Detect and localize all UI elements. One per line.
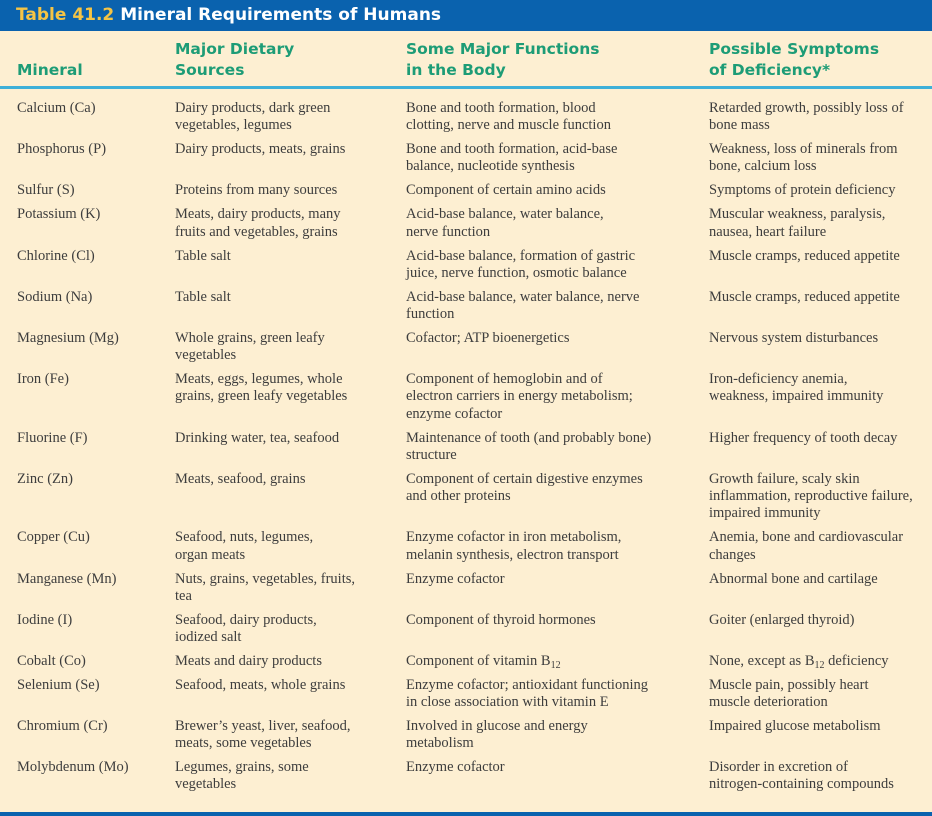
cell-mineral (17, 141, 106, 158)
cell-line: Meats, eggs, legumes, whole (175, 371, 343, 388)
cell-line: Muscle cramps, reduced appetite (709, 288, 900, 305)
cell-sources (175, 330, 325, 365)
cell-line: Seafood, nuts, legumes, (175, 529, 314, 546)
cell-line: Drinking water, tea, seafood (175, 429, 340, 446)
column-header-line: Some Major Functions (406, 40, 600, 58)
cell-line: Acid-base balance, water balance, nerve (406, 288, 640, 305)
cell-symptoms (709, 206, 885, 241)
cell-line: Proteins from many sources (175, 182, 338, 199)
cell-symptoms (709, 182, 895, 199)
cell-line: Meats, dairy products, many (175, 206, 341, 223)
cell-line: balance, nucleotide synthesis (406, 158, 575, 175)
cell-mineral (17, 206, 100, 223)
cell-mineral (17, 471, 73, 488)
cell-functions (406, 471, 643, 506)
cell-line: Component of hemoglobin and of (406, 371, 603, 388)
cell-functions (406, 182, 606, 199)
cell-mineral (17, 100, 96, 117)
column-header-sources (175, 39, 294, 81)
cell-line: bone, calcium loss (709, 158, 817, 175)
cell-line: structure (406, 446, 457, 463)
cell-line: Enzyme cofactor; antioxidant functioning (406, 676, 648, 693)
cell-line: Cofactor; ATP bioenergetics (406, 329, 570, 346)
cell-mineral (17, 371, 69, 388)
cell-line: Goiter (enlarged thyroid) (709, 611, 855, 628)
cell-line: Meats, seafood, grains (175, 470, 306, 487)
cell-mineral (17, 612, 72, 629)
cell-line: grains, green leafy vegetables (175, 388, 348, 405)
cell-sources (175, 206, 341, 241)
cell-symptoms (709, 759, 894, 794)
cell-line: Nuts, grains, vegetables, fruits, (175, 570, 356, 587)
cell-line: bone mass (709, 117, 770, 134)
cell-line: Brewer’s yeast, liver, seafood, (175, 718, 351, 734)
cell-line: Enzyme cofactor in iron metabolism, (406, 529, 622, 546)
cell-mineral (17, 248, 95, 265)
cell-functions (406, 759, 505, 776)
cell-mineral (17, 182, 75, 199)
cell-line: Dairy products, meats, grains (175, 141, 346, 158)
cell-mineral (17, 571, 116, 588)
cell-functions (406, 141, 617, 176)
cell-symptoms (709, 529, 903, 564)
cell-line: Dairy products, dark green (175, 100, 331, 116)
cell-symptoms (709, 141, 898, 176)
cell-line: Bone and tooth formation, blood (406, 100, 596, 116)
cell-line: Muscle pain, possibly heart (709, 676, 869, 693)
cell-line: function (406, 305, 455, 322)
cell-line: impaired immunity (709, 505, 821, 522)
cell-sources (175, 141, 345, 158)
cell-line: Abnormal bone and cartilage (709, 570, 878, 587)
cell-line: nitrogen-containing compounds (709, 776, 894, 793)
cell-functions (406, 100, 611, 135)
cell-line: Table salt (175, 288, 231, 305)
cell-sources (175, 248, 231, 265)
cell-mineral (17, 289, 92, 306)
cell-line: Chlorine (Cl) (17, 247, 95, 264)
cell-functions (406, 206, 604, 241)
cell-symptoms (709, 571, 878, 588)
cell-line: organ meats (175, 546, 246, 563)
cell-line: Table salt (175, 247, 231, 264)
cell-line: in close association with vitamin E (406, 694, 609, 711)
cell-sources (175, 289, 231, 306)
cell-sources (175, 100, 330, 135)
column-header-line: in the Body (406, 61, 506, 79)
cell-symptoms (709, 289, 900, 306)
cell-line: Meats and dairy products (175, 652, 322, 669)
table-number: Table 41.2 (16, 5, 115, 25)
cell-symptoms (709, 718, 881, 735)
cell-symptoms (709, 653, 889, 670)
cell-line: Component of certain digestive enzymes (406, 470, 643, 487)
cell-line: juice, nerve function, osmotic balance (406, 264, 627, 281)
cell-mineral (17, 718, 108, 735)
cell-mineral (17, 430, 87, 447)
cell-line: Enzyme cofactor (406, 570, 505, 587)
cell-line: tea (175, 587, 192, 604)
cell-line: Growth failure, scaly skin (709, 470, 860, 487)
cell-line: vegetables, legumes (175, 117, 292, 134)
cell-line: Phosphorus (P) (17, 141, 107, 158)
cell-symptoms (709, 100, 904, 135)
cell-line: Anemia, bone and cardiovascular (709, 529, 904, 546)
cell-mineral (17, 330, 119, 347)
cell-symptoms (709, 371, 883, 406)
cell-line: Iron (Fe) (17, 371, 69, 388)
cell-line: and other proteins (406, 488, 511, 505)
cell-mineral (17, 677, 100, 694)
column-header-line: Major Dietary (175, 40, 295, 58)
cell-line: enzyme cofactor (406, 405, 503, 422)
table-title-bar (0, 0, 932, 31)
cell-line: Component of certain amino acids (406, 182, 606, 199)
cell-line: meats, some vegetables (175, 735, 312, 752)
cell-line: Impaired glucose metabolism (709, 718, 881, 734)
cell-line: Chromium (Cr) (17, 718, 108, 734)
cell-line: Disorder in excretion of (709, 759, 848, 776)
cell-line: Molybdenum (Mo) (17, 759, 129, 776)
cell-line: Weakness, loss of minerals from (709, 141, 898, 158)
cell-sources (175, 371, 347, 406)
cell-line: Acid-base balance, water balance, (406, 206, 604, 223)
cell-line: Selenium (Se) (17, 676, 100, 693)
cell-line: None, except as $B_{12}$ deficiency (709, 652, 889, 671)
cell-symptoms (709, 471, 913, 523)
cell-line: clotting, nerve and muscle function (406, 117, 611, 134)
table-title: Mineral Requirements of Humans (120, 5, 442, 25)
cell-functions (406, 289, 639, 324)
cell-line: fruits and vegetables, grains (175, 223, 338, 240)
cell-functions (406, 430, 651, 465)
cell-line: melanin synthesis, electron transport (406, 546, 619, 563)
cell-line: Whole grains, green leafy (175, 329, 325, 346)
cell-line: vegetables (175, 776, 237, 793)
column-header-mineral (17, 60, 83, 81)
cell-line: Cobalt (Co) (17, 652, 86, 669)
cell-sources (175, 677, 345, 694)
cell-sources (175, 759, 309, 794)
cell-mineral (17, 529, 90, 546)
cell-line: Muscle cramps, reduced appetite (709, 247, 900, 264)
cell-line: Copper (Cu) (17, 529, 90, 546)
table-bottom-rule (0, 812, 932, 816)
cell-symptoms (709, 430, 897, 447)
cell-sources (175, 571, 355, 606)
cell-line: Involved in glucose and energy (406, 718, 588, 734)
column-header-line: of Deficiency* (709, 61, 831, 79)
cell-sources (175, 182, 337, 199)
cell-line: Symptoms of protein deficiency (709, 182, 896, 199)
column-header-functions (406, 39, 599, 81)
cell-functions (406, 248, 635, 283)
cell-line: iodized salt (175, 628, 242, 645)
cell-line: Calcium (Ca) (17, 100, 96, 116)
cell-line: Higher frequency of tooth decay (709, 429, 898, 446)
cell-line: inflammation, reproductive failure, (709, 488, 913, 505)
cell-line: Fluorine (F) (17, 429, 88, 446)
cell-functions (406, 529, 621, 564)
cell-functions (406, 718, 588, 753)
cell-line: Magnesium (Mg) (17, 329, 119, 346)
cell-symptoms (709, 330, 878, 347)
cell-symptoms (709, 248, 900, 265)
cell-line: Retarded growth, possibly loss of (709, 100, 904, 116)
cell-line: Nervous system disturbances (709, 329, 879, 346)
cell-line: Seafood, meats, whole grains (175, 676, 346, 693)
cell-sources (175, 718, 351, 753)
cell-line: Zinc (Zn) (17, 470, 73, 487)
cell-line: electron carriers in energy metabolism; (406, 388, 633, 405)
cell-line: Iodine (I) (17, 611, 73, 628)
cell-sources (175, 653, 322, 670)
cell-mineral (17, 759, 129, 776)
cell-line: Component of thyroid hormones (406, 611, 596, 628)
cell-line: Component of vitamin $B_{12}$ (406, 652, 561, 671)
cell-line: weakness, impaired immunity (709, 388, 884, 405)
cell-sources (175, 430, 339, 447)
cell-line: muscle deterioration (709, 694, 828, 711)
column-header-symptoms (709, 39, 879, 81)
cell-line: Seafood, dairy products, (175, 611, 317, 628)
cell-symptoms (709, 612, 855, 629)
column-header-line: Mineral (17, 61, 83, 79)
cell-functions (406, 677, 648, 712)
cell-line: Iron-deficiency anemia, (709, 371, 848, 388)
cell-line: vegetables (175, 347, 237, 364)
cell-functions (406, 571, 505, 588)
cell-line: Enzyme cofactor (406, 759, 505, 776)
cell-line: Sodium (Na) (17, 288, 93, 305)
column-header-line: Possible Symptoms (709, 40, 880, 58)
cell-functions (406, 612, 596, 629)
cell-sources (175, 529, 313, 564)
cell-line: changes (709, 546, 756, 563)
cell-line: Maintenance of tooth (and probably bone) (406, 429, 652, 446)
cell-line: Legumes, grains, some (175, 759, 309, 776)
cell-functions (406, 371, 633, 423)
cell-functions (406, 653, 561, 670)
cell-sources (175, 612, 317, 647)
cell-line: Manganese (Mn) (17, 570, 117, 587)
cell-symptoms (709, 677, 868, 712)
cell-line: nausea, heart failure (709, 223, 827, 240)
cell-line: nerve function (406, 223, 491, 240)
cell-line: Muscular weakness, paralysis, (709, 206, 886, 223)
cell-line: Acid-base balance, formation of gastric (406, 247, 636, 264)
cell-line: Sulfur (S) (17, 182, 75, 199)
cell-mineral (17, 653, 86, 670)
table-header (0, 31, 932, 89)
cell-sources (175, 471, 305, 488)
cell-line: metabolism (406, 735, 474, 752)
column-header-line: Sources (175, 61, 245, 79)
cell-line: Potassium (K) (17, 206, 101, 223)
cell-functions (406, 330, 570, 347)
cell-line: Bone and tooth formation, acid-base (406, 141, 618, 158)
